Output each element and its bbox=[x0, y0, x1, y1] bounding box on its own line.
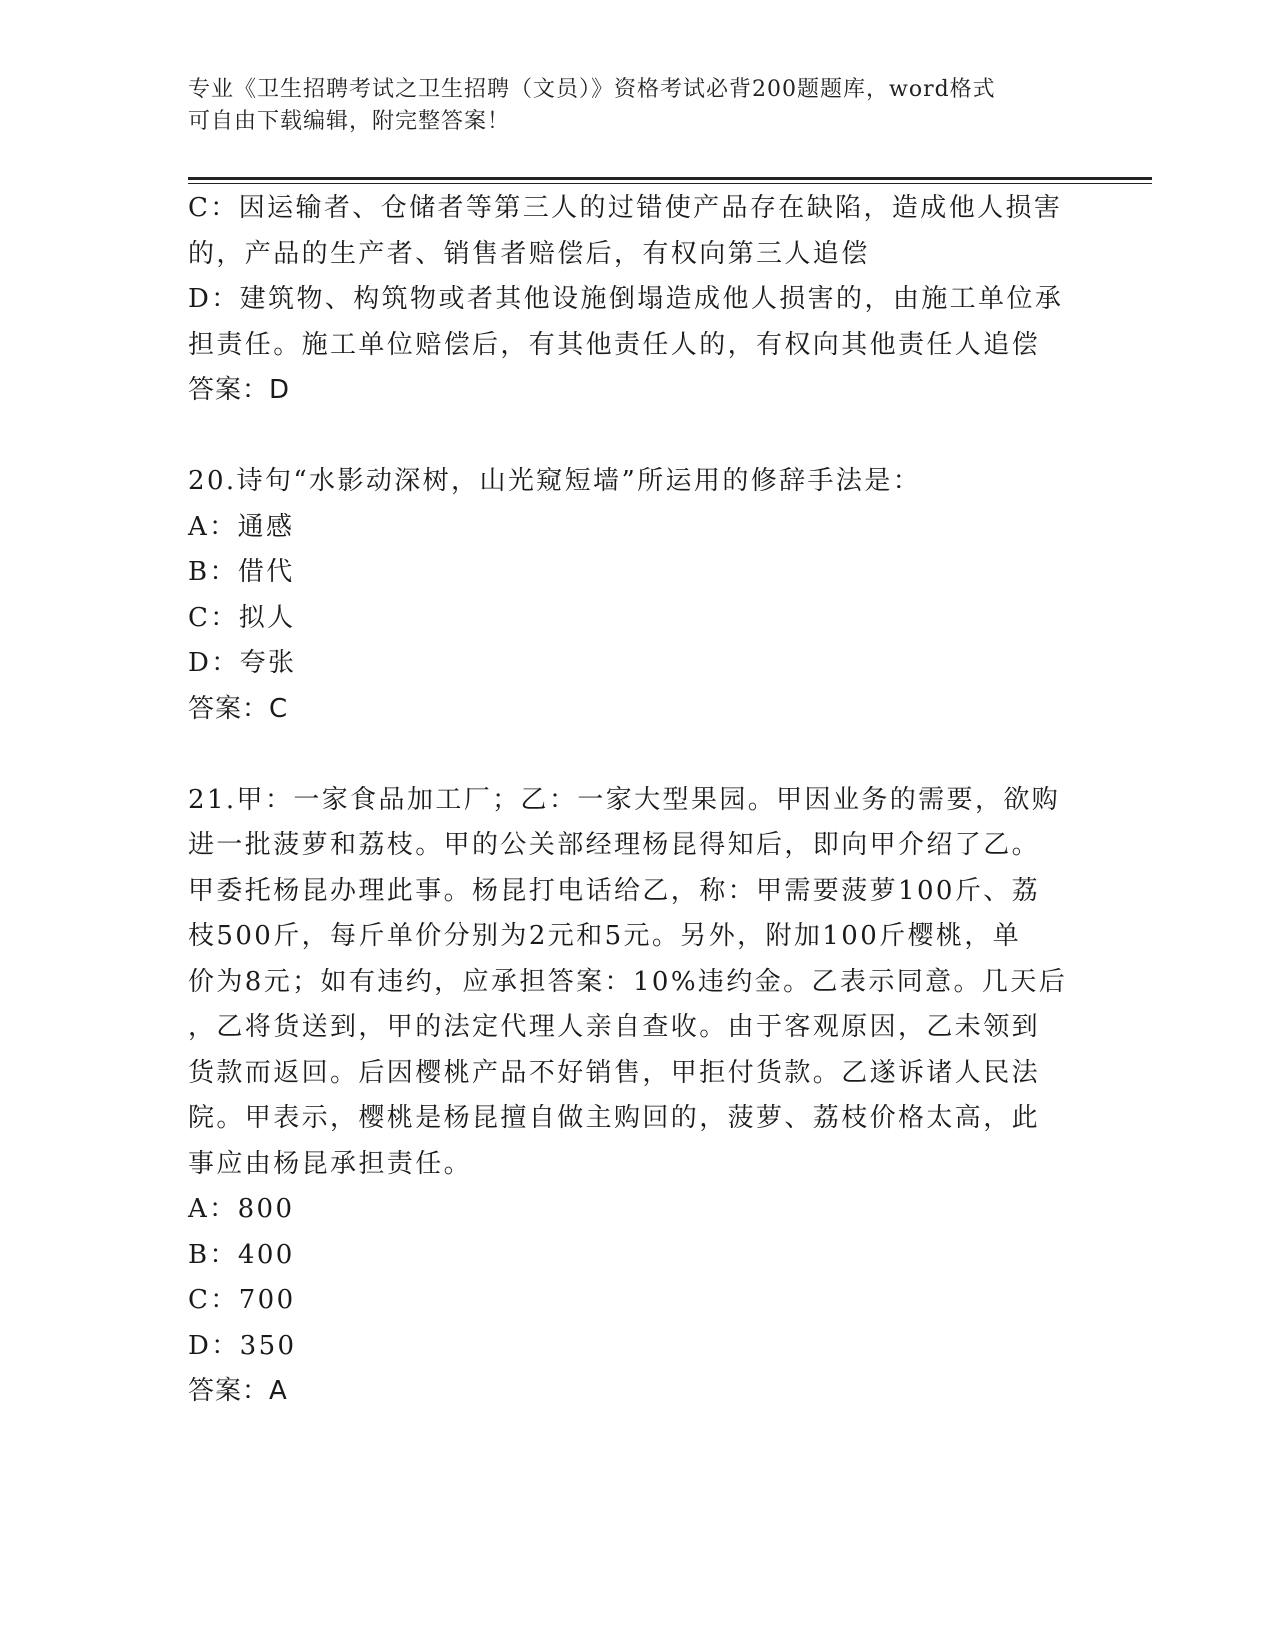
option-b: B：借代 bbox=[188, 557, 295, 587]
question-stem-line: ，乙将货送到，甲的法定代理人亲自查收。由于客观原因，乙未领到 bbox=[188, 1012, 1041, 1042]
option-d-line-1: D：建筑物、构筑物或者其他设施倒塌造成他人损害的，由施工单位承 bbox=[188, 284, 1064, 314]
answer-q19: 答案：D bbox=[188, 375, 291, 405]
option-a: A：800 bbox=[188, 1194, 295, 1224]
question-21 bbox=[188, 778, 1088, 1415]
option-c-line-1: C：因运输者、仓储者等第三人的过错使产品存在缺陷，造成他人损害 bbox=[188, 193, 1063, 223]
question-stem-line: 21.甲：一家食品加工厂；乙：一家大型果园。甲因业务的需要，欲购 bbox=[188, 784, 1061, 815]
answer-q21: 答案：A bbox=[188, 1376, 288, 1406]
question-stem-line: 进一批菠萝和荔枝。甲的公关部经理杨昆得知后，即向甲介绍了乙。 bbox=[188, 830, 1041, 860]
question-19-tail bbox=[188, 186, 1088, 414]
question-20 bbox=[188, 459, 1088, 732]
spacer bbox=[188, 732, 1088, 778]
question-stem: 20.诗句“水影动深树，山光窥短墙”所运用的修辞手法是： bbox=[188, 466, 922, 496]
spacer bbox=[188, 414, 1088, 460]
question-stem-line: 价为8元；如有违约，应承担答案：10%违约金。乙表示同意。几天后 bbox=[188, 966, 1068, 997]
question-stem-line: 院。甲表示，樱桃是杨昆擅自做主购回的，菠萝、荔枝价格太高，此 bbox=[188, 1103, 1041, 1133]
question-stem-line: 甲委托杨昆办理此事。杨昆打电话给乙，称：甲需要菠萝100斤、荔 bbox=[188, 875, 1041, 906]
option-d: D：夸张 bbox=[188, 648, 297, 678]
option-d: D：350 bbox=[188, 1330, 297, 1361]
header-title-line-2: 可自由下载编辑，附完整答案！ bbox=[188, 109, 511, 134]
question-stem-line: 事应由杨昆承担责任。 bbox=[188, 1148, 473, 1179]
question-stem-line: 货款而返回。后因樱桃产品不好销售，甲拒付货款。乙遂诉诸人民法 bbox=[188, 1057, 1041, 1088]
header-title-line-1: 专业《卫生招聘考试之卫生招聘（文员）》资格考试必背200题题库，word格式 bbox=[188, 77, 996, 102]
header-divider-thin bbox=[188, 183, 1152, 184]
option-a: A：通感 bbox=[188, 511, 295, 542]
option-c: C：700 bbox=[188, 1285, 296, 1315]
question-stem-line: 枝500斤，每斤单价分别为2元和5元。另外，附加100斤樱桃，单 bbox=[188, 921, 1022, 951]
option-c: C：拟人 bbox=[188, 602, 296, 633]
answer-q20: 答案：C bbox=[188, 693, 289, 724]
header-divider-thick bbox=[188, 177, 1152, 180]
document-header bbox=[188, 74, 1068, 138]
option-c-line-2: 的，产品的生产者、销售者赔偿后，有权向第三人追偿 bbox=[188, 238, 870, 269]
option-d-line-2: 担责任。施工单位赔偿后，有其他责任人的，有权向其他责任人追偿 bbox=[188, 329, 1041, 360]
option-b: B：400 bbox=[188, 1239, 295, 1270]
document-body bbox=[188, 186, 1088, 1415]
